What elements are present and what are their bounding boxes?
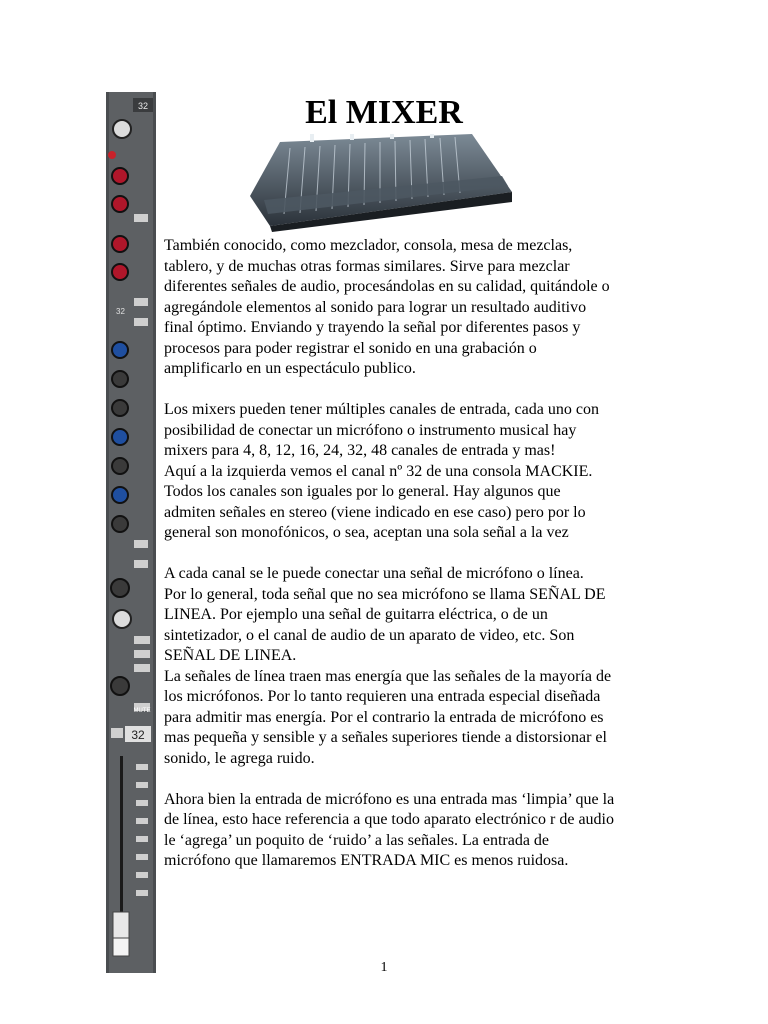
channel-number-bottom: 32 — [131, 728, 145, 742]
paragraph-2: Los mixers pueden tener múltiples canales de entrada, cada uno con posibilidad de conectar un micrófono o instrumento musical hay mixers para 4, 8, 12, 16, 24, 32, 48 canales de entrada y mas! Aquí a la izquierda vemos el canal nº 32 de una consola MACKIE. Todos los canales son iguales por lo general. Hay algunos que admiten señales en stereo (viene indicado en ese caso) pero por lo general son monofónicos, o sea, aceptan una sola señal a la vez — [164, 401, 599, 541]
document-title: El MIXER — [305, 94, 463, 131]
page-number: 1 — [380, 960, 388, 975]
body-text — [164, 236, 664, 892]
mute-label: MUTE — [133, 708, 151, 714]
paragraph-4: Ahora bien la entrada de micrófono es una entrada mas ‘limpia’ que la de línea, esto hace referencia a que todo aparato electrónico r de audio le ‘agrega’ un poquito de ‘ruido’ a las señales. La entrada de micrófono que llamaremos ENTRADA MIC es menos ruidosa. — [164, 790, 615, 869]
channel-number-top: 32 — [137, 101, 149, 111]
paragraph-3: A cada canal se le puede conectar una señal de micrófono o línea. Por lo general, toda señal que no sea micrófono se llama SEÑAL DE LINEA. Por ejemplo una señal de guitarra eléctrica, o de un sintetizador, o el canal de audio de un aparato de video, etc. Son SEÑAL DE LINEA. La señales de línea traen mas energía que las señales de la mayoría de los micrófonos. Por lo tanto requieren una entrada especial diseñada para admitir mas energía. Por el contrario la entrada de micrófono es mas pequeña y sensible y a señales superiores tiende a distorsionar el sonido, le agrega ruido. — [164, 565, 612, 767]
channel-number-mid: 32 — [116, 307, 125, 316]
mixing-console-image — [250, 134, 512, 232]
channel-strip-image — [106, 92, 156, 973]
paragraph-1: También conocido, como mezclador, consola, mesa de mezclas, tablero, y de muchas otras formas similares. Sirve para mezclar diferentes señales de audio, procesándolas en su calidad, quitándole o agregándole elementos al sonido para lograr un resultado auditivo final óptimo. Enviando y trayendo la señal por diferentes pasos y procesos para poder registrar el sonido en una grabación o amplificarlo en un espectáculo publico. — [164, 237, 610, 377]
